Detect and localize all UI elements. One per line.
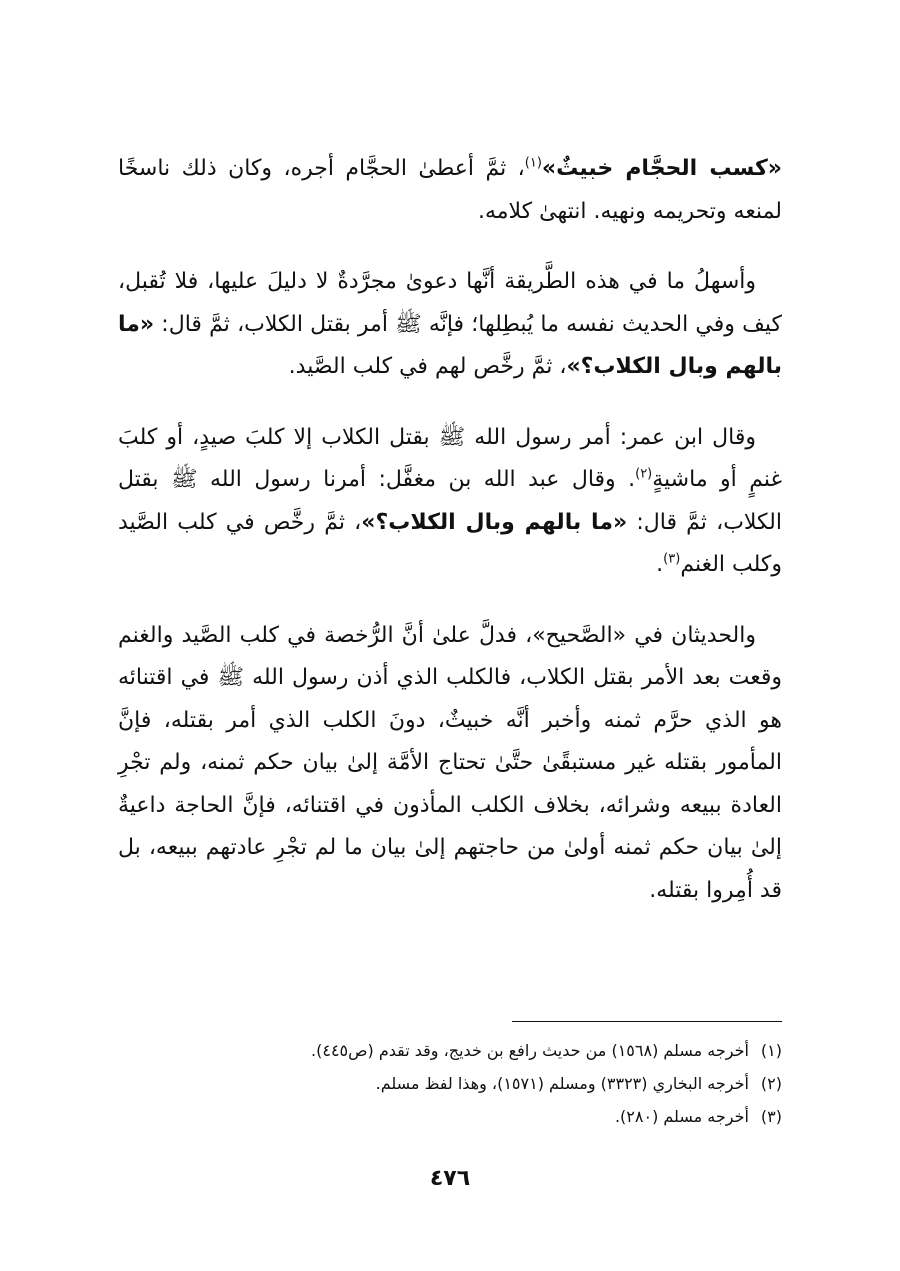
footnote-text: أخرجه مسلم (٢٨٠). xyxy=(614,1107,749,1126)
footnote-2 xyxy=(118,1067,782,1100)
hadith-quote: «ما بالهم وبال الكلاب؟» xyxy=(118,311,782,379)
footnote-number: (٣) xyxy=(760,1107,782,1126)
paragraph-text: ، ثمَّ أعطىٰ الحجَّام أجره، وكان ذلك ناسخًا لمنعه وتحريمه ونهيه. انتهىٰ كلامه. xyxy=(118,156,782,224)
footnote-ref-2[interactable]: (٢) xyxy=(635,466,653,482)
paragraph-text: وأسهلُ ما في هذه الطَّريقة أنَّها دعوىٰ مجرَّدةٌ لا دليلَ عليها، فلا تُقبل، كيف وفي الحديث نفسه ما يُبطِلها؛ فإنَّه ﷺ أمر بقتل الكلاب، ثمَّ قال: xyxy=(118,269,782,337)
footnote-separator xyxy=(512,1021,782,1022)
page-number: ٤٧٦ xyxy=(429,1166,471,1191)
paragraph-text-after: ، ثمَّ رخَّص لهم في كلب الصَّيد. xyxy=(288,354,567,379)
paragraph-text-2: . وقال عبد الله بن مغفَّل: أمرنا رسول الله ﷺ بقتل الكلاب، ثمَّ قال: xyxy=(118,467,782,535)
hadith-quote: «كسب الحجَّام خبيثٌ» xyxy=(541,156,782,181)
paragraph-3 xyxy=(118,417,782,587)
footnote-3 xyxy=(118,1100,782,1133)
paragraph-1 xyxy=(118,148,782,233)
main-text xyxy=(118,148,782,940)
footnote-text: أخرجه البخاري (٣٣٢٣) ومسلم (١٥٧١)، وهذا لفظ مسلم. xyxy=(375,1074,749,1093)
hadith-quote: «ما بالهم وبال الكلاب؟» xyxy=(361,509,628,535)
paragraph-2 xyxy=(118,261,782,389)
paragraph-text-3: ، ثمَّ رخَّص في كلب الصَّيد وكلب الغنم xyxy=(118,509,782,577)
paragraph-text: والحديثان في «الصَّحيح»، فدلَّ علىٰ أنَّ الرُّخصة في كلب الصَّيد والغنم وقعت بعد الأمر بقتل الكلاب، فالكلب الذي أذن رسول الله ﷺ في اقتنائه هو الذي حرَّم ثمنه وأخبر أنَّه خبيثٌ، دونَ الكلب الذي أمر بقتله، فإنَّ المأمور بقتله غير مستبقًىٰ حتَّىٰ تحتاج الأمَّة إلىٰ بيان حكم ثمنه، ولم تجْرِ العادة ببيعه وشرائه، بخلاف الكلب المأذون في اقتنائه، فإنَّ الحاجة داعيةٌ إلىٰ بيان حكم ثمنه أولىٰ من حاجتهم إلىٰ بيان ما لم تجْرِ عادتهم ببيعه، بل قد أُمِروا بقتله. xyxy=(118,622,782,903)
footnote-text: أخرجه مسلم (١٥٦٨) من حديث رافع بن خديج، وقد تقدم (ص٤٤٥). xyxy=(311,1041,749,1060)
footnote-ref-1[interactable]: (١) xyxy=(524,155,542,171)
footnote-1 xyxy=(118,1034,782,1067)
paragraph-4 xyxy=(118,615,782,913)
footnote-number: (٢) xyxy=(760,1074,782,1093)
footnote-ref-3[interactable]: (٣) xyxy=(663,551,681,567)
paragraph-text-end: . xyxy=(656,552,664,577)
footnotes xyxy=(118,1034,782,1133)
paragraph-text: وقال ابن عمر: أمر رسول الله ﷺ بقتل الكلاب إلا كلبَ صيدٍ، أو كلبَ غنمٍ أو ماشيةٍ xyxy=(118,424,782,492)
footnote-number: (١) xyxy=(760,1041,782,1060)
